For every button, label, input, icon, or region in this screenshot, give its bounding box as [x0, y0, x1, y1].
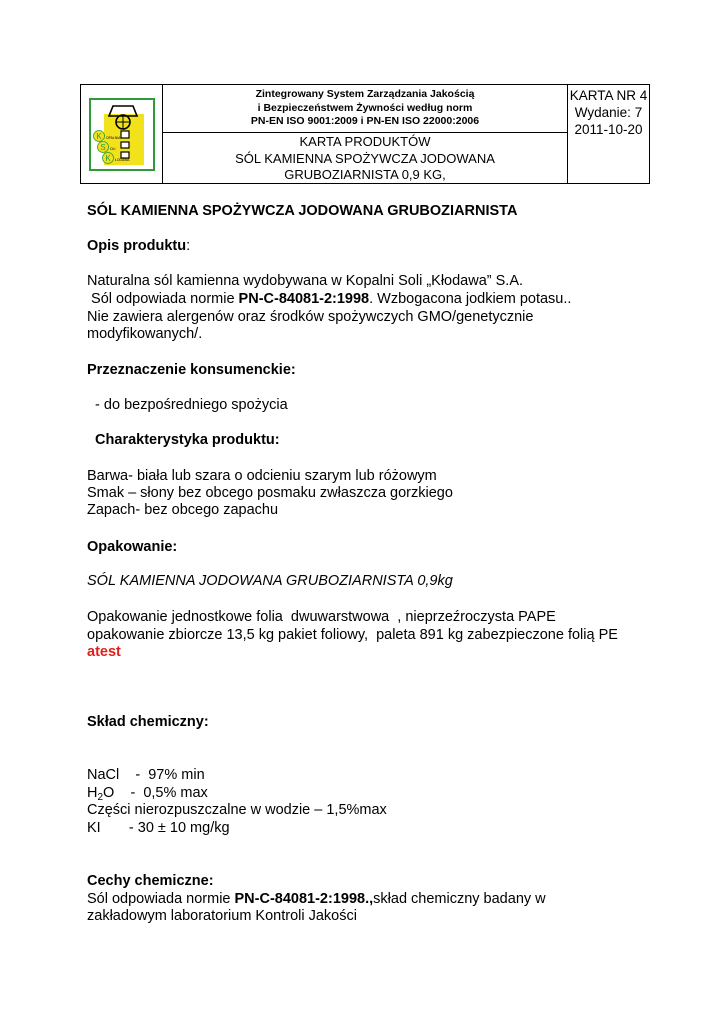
description-colon: :	[186, 238, 191, 254]
use-item: - do bezpośredniego spożycia	[87, 397, 288, 413]
logo-letter-k1: K	[96, 132, 102, 141]
features-standard: PN-C-84081-2:1998.,	[234, 891, 374, 907]
logo-cell	[81, 85, 163, 183]
logo-word-1: OPALNIA	[106, 136, 121, 140]
company-logo	[89, 98, 155, 171]
chem-water-h: H	[87, 785, 98, 801]
system-line-2: i Bezpieczeństwem Żywności według norm	[257, 101, 473, 114]
document-title: SÓL KAMIENNA SPOŻYWCZA JODOWANA GRUBOZIARNISTA	[87, 203, 518, 219]
description-line-1: Naturalna sól kamienna wydobywana w Kopalni Soli „Kłodawa” S.A.	[87, 273, 524, 289]
system-line-1: Zintegrowany System Zarządzania Jakością	[255, 88, 475, 100]
description-standard: PN-C-84081-2:1998	[238, 291, 370, 307]
features-line-1-a: Sól odpowiada normie	[87, 891, 235, 907]
packaging-line-2: opakowanie zbiorcze 13,5 kg pakiet foliowy, paleta 891 kg zabezpieczone folią PE	[87, 627, 618, 643]
description-heading: Opis produktu	[87, 238, 187, 254]
features-line-1	[87, 891, 546, 907]
atest-label: atest	[87, 644, 121, 660]
characteristic-color: Barwa- biała lub szara o odcieniu szarym lub różowym	[87, 468, 437, 484]
edition-date: 2011-10-20	[574, 122, 643, 137]
card-number: KARTA NR 4	[569, 88, 648, 103]
features-line-1-c: skład chemiczny badany w	[373, 891, 546, 907]
product-name-line-2: GRUBOZIARNISTA 0,9 KG,	[284, 167, 446, 182]
chem-water	[87, 785, 208, 801]
logo-word-2: OLI	[110, 147, 116, 151]
chemical-composition-heading: Skład chemiczny:	[87, 714, 209, 730]
chem-insoluble: Części nierozpuszczalne w wodzie – 1,5%max	[87, 802, 387, 818]
system-line-3: PN-EN ISO 9001:2009 i PN-EN ISO 22000:2006	[250, 115, 480, 127]
logo-letter-s: S	[100, 143, 106, 152]
packaging-line-1: Opakowanie jednostkowe folia dwuwarstwowa , nieprzeźroczysta PAPE	[87, 609, 556, 625]
packaging-heading: Opakowanie:	[87, 539, 178, 555]
features-line-2: zakładowym laboratorium Kontroli Jakości	[87, 908, 357, 924]
description-line-2	[87, 291, 571, 307]
edition: Wydanie: 7	[574, 105, 643, 120]
characteristic-smell: Zapach- bez obcego zapachu	[87, 502, 279, 518]
chem-water-subscript: 2	[97, 792, 104, 803]
use-heading: Przeznaczenie konsumenckie:	[87, 362, 296, 378]
card-info-cell	[568, 85, 649, 183]
card-type: KARTA PRODUKTÓW	[299, 134, 431, 149]
logo-word-3: ŁODAWA	[115, 158, 130, 162]
chemical-features-heading: Cechy chemiczne:	[87, 873, 214, 889]
logo-letter-k2: K	[105, 154, 111, 163]
system-description-cell	[163, 85, 568, 133]
description-line-2-a: Sól odpowiada normie	[87, 291, 239, 307]
description-line-3: Nie zawiera alergenów oraz środków spożywczych GMO/genetycznie	[87, 309, 534, 325]
characteristics-heading: Charakterystyka produktu:	[87, 432, 280, 448]
description-line-4: modyfikowanych/.	[87, 326, 203, 342]
product-card-cell	[163, 133, 568, 183]
packaging-product-name: SÓL KAMIENNA JODOWANA GRUBOZIARNISTA 0,9kg	[87, 573, 453, 589]
header-table	[80, 84, 650, 184]
chem-water-rest: O - 0,5% max	[103, 785, 208, 801]
characteristic-taste: Smak – słony bez obcego posmaku zwłaszcza gorzkiego	[87, 485, 453, 501]
description-heading-line	[87, 238, 190, 254]
chem-ki: KI - 30 ± 10 mg/kg	[87, 820, 230, 836]
product-name-line-1: SÓL KAMIENNA SPOŻYWCZA JODOWANA	[235, 150, 495, 166]
mine-tower-logo-icon	[91, 100, 153, 169]
chem-nacl: NaCl - 97% min	[87, 767, 205, 783]
description-line-2-c: . Wzbogacona jodkiem potasu..	[369, 291, 572, 307]
